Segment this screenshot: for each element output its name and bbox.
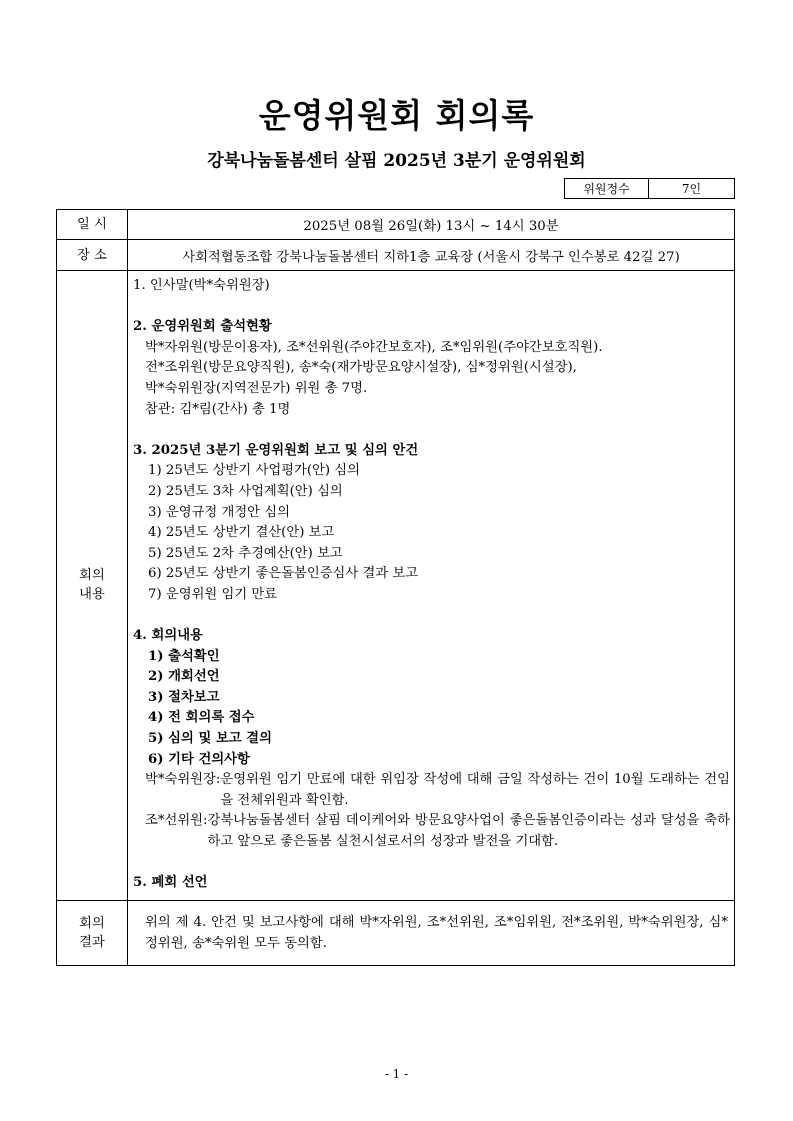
speaker-2-name: 조*선위원: [145,813,208,829]
document-title: 운영위원회 회의록 [258,96,535,135]
attendance-line: 박*숙위원장(지역전문가) 위원 총 7명. [145,380,368,396]
quorum-label: 위원정수 [565,179,649,199]
section-4-heading: 4. 회의내용 [133,628,203,644]
attendance-line: 박*자위원(방문이용자), 조*선위원(주야간보호자), 조*임위원(주야간보호직원). [145,339,603,355]
agenda-item: 3) 운영규정 개정안 심의 [148,504,290,520]
date-value: 2025년 08월 26일(화) 13시 ~ 14시 30분 [128,210,735,240]
agenda-item: 4) 25년도 상반기 결산(안) 보고 [148,525,335,541]
page-number: - 1 - [384,1067,409,1081]
content-label-line1: 회의 [79,568,105,584]
attendance-line: 참관: 김*림(간사) 총 1명 [145,401,291,417]
date-row [57,210,735,240]
meeting-item: 5) 심의 및 보고 결의 [148,731,272,747]
section-1-heading: 1. 인사말(박*숙위원장) [133,278,270,293]
meeting-item: 2) 개회선언 [148,669,220,685]
spacer [133,297,730,318]
result-label-line1: 회의 [79,915,105,931]
place-row [57,240,735,271]
meeting-item: 4) 전 회의록 접수 [148,710,255,726]
document-subtitle: 강북나눔돌봄센터 살핌 2025년 3분기 운영위원회 [207,151,586,171]
agenda-item: 6) 25년도 상반기 좋은돌봄인증심사 결과 보고 [148,566,419,582]
spacer [133,606,730,627]
quorum-value: 7인 [649,179,735,199]
result-row [57,900,735,965]
section-5-heading: 5. 폐회 선언 [133,875,208,891]
spacer [133,420,730,441]
content-label-line2: 내용 [79,587,105,603]
quorum-table [564,178,735,199]
result-label-line2: 결과 [79,934,105,950]
agenda-item: 2) 25년도 3차 사업계획(안) 심의 [148,483,343,499]
meeting-item: 3) 절차보고 [148,689,220,705]
result-label [57,900,128,965]
attendance-line: 전*조위원(방문요양직원), 송*숙(재가방문요양시설장), 심*정위원(시설장), [145,360,577,376]
speaker-1-remark [133,770,730,811]
date-label: 일 시 [57,210,128,240]
meeting-item: 1) 출석확인 [148,648,220,664]
speaker-1-name: 박*숙위원장: [145,772,221,788]
meeting-item: 6) 기타 건의사항 [148,751,250,767]
section-3-heading: 3. 2025년 3분기 운영위원회 보고 및 심의 안건 [133,442,419,458]
speaker-2-remark [133,811,730,852]
speaker-2-text: 강북나눔돌봄센터 살핌 데이케어와 방문요양사업이 좋은돌봄인증이라는 성과 달성을 축하하고 앞으로 좋은돌봄 실천시설로서의 성장과 발전을 기대함. [207,813,730,850]
agenda-item: 1) 25년도 상반기 사업평가(안) 심의 [148,463,360,479]
content-body [128,271,735,901]
place-label: 장 소 [57,240,128,271]
spacer [133,853,730,874]
section-2-heading: 2. 운영위원회 출석현황 [133,319,272,335]
speaker-1-text: 운영위원 임기 만료에 대한 위임장 작성에 대해 금일 작성하는 건이 10월 도래하는 건임을 전체위원과 확인함. [220,772,730,808]
content-row [57,271,735,901]
place-value: 사회적협동조합 강북나눔돌봄센터 지하1층 교육장 (서울시 강북구 인수봉로 42길 27) [128,240,735,271]
minutes-table [56,209,735,966]
result-text: 위의 제 4. 안건 및 보고사항에 대해 박*자위원, 조*선위원, 조*임위원, 전*조위원, 박*숙위원장, 심*정위원, 송*숙위원 모두 동의함. [128,900,735,965]
agenda-item: 7) 운영위원 임기 만료 [148,586,278,602]
agenda-item: 5) 25년도 2차 추경예산(안) 보고 [148,545,343,561]
content-label [57,271,128,901]
